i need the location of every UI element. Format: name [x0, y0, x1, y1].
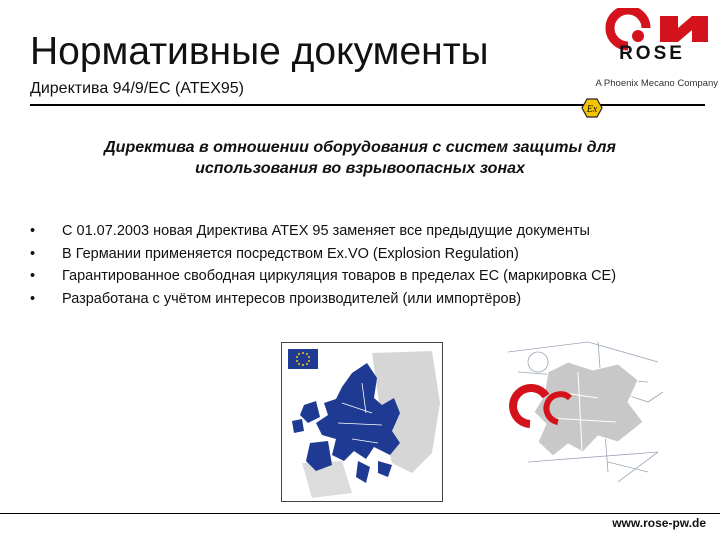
bullet-symbol: •	[30, 290, 36, 307]
list-item	[30, 243, 710, 266]
bullet-symbol: •	[30, 245, 36, 262]
title-divider	[30, 104, 705, 106]
bullet-list	[30, 220, 710, 310]
bullet-text: С 01.07.2003 новая Директива ATEX 95 заменяет все предыдущие документы	[62, 223, 590, 239]
headline-line-2: использования во взрывоопасных зонах	[195, 160, 525, 177]
bullet-text: Разработана с учётом интересов производителей (или импортёров)	[62, 290, 522, 307]
rose-europe-map-image	[498, 332, 670, 482]
footer-divider	[0, 513, 720, 514]
page-subtitle: Директива 94/9/EC (ATEX95)	[30, 80, 244, 97]
eu-map-icon	[282, 343, 442, 501]
headline-line-1: Директива в отношении оборудования с систем защиты для	[104, 139, 616, 156]
directive-headline	[40, 137, 680, 179]
logo-name: ROSE	[619, 43, 685, 64]
bullet-text: Гарантированное свободная циркуляция товаров в пределах EC (маркировка CE)	[62, 268, 617, 284]
bullet-text: В Германии применяется посредством Ex.VO (Explosion Regulation)	[62, 245, 519, 262]
list-item	[30, 220, 710, 243]
ex-label: Ex	[586, 104, 598, 115]
footer-url: www.rose-pw.de	[612, 516, 706, 530]
ex-hazard-icon	[581, 98, 603, 118]
page-title: Нормативные документы	[30, 30, 489, 73]
eu-map-image	[281, 342, 443, 502]
bullet-symbol: •	[30, 268, 36, 284]
logo-tagline: A Phoenix Mecano Company	[595, 78, 718, 89]
list-item	[30, 288, 710, 311]
bullet-symbol: •	[30, 223, 36, 239]
list-item	[30, 265, 710, 288]
